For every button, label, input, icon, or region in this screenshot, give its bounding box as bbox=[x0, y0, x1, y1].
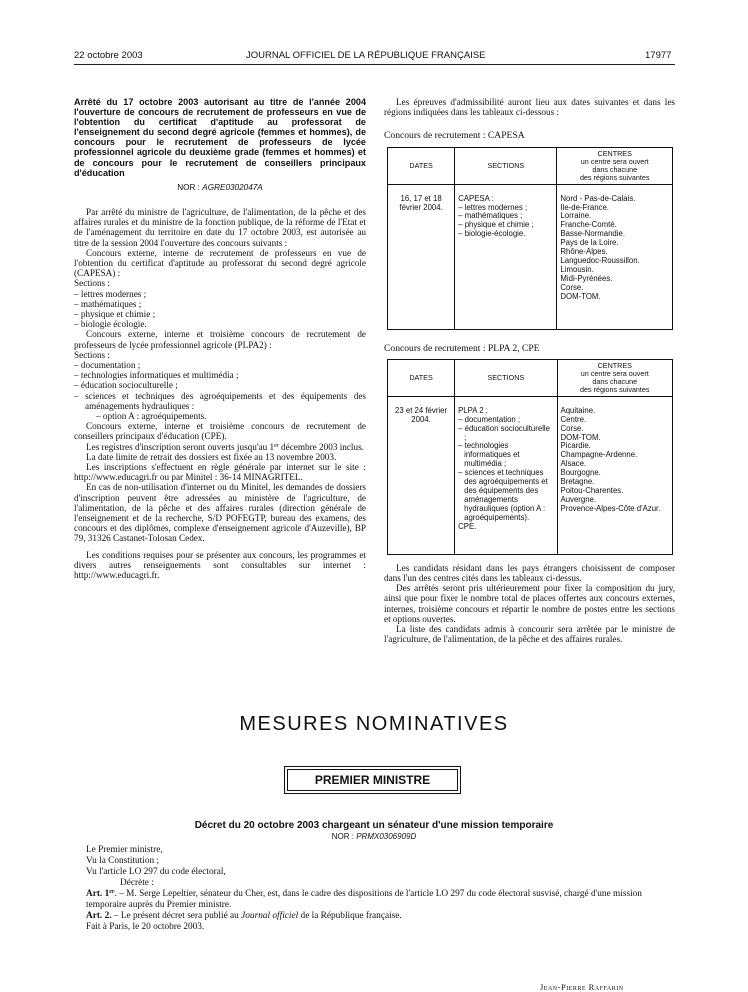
centre-item: Franche-Comté. bbox=[560, 220, 617, 230]
dates-cell bbox=[388, 184, 455, 329]
right-column bbox=[384, 97, 675, 644]
arrete-nor bbox=[74, 183, 366, 193]
sections-label: Sections : bbox=[74, 278, 110, 289]
dates-cell bbox=[388, 396, 455, 554]
header-rule bbox=[74, 64, 675, 65]
centre-item: Bretagne. bbox=[560, 477, 595, 487]
text: Art. 1 bbox=[86, 889, 110, 899]
plpa-table bbox=[387, 359, 673, 555]
list-item: – lettres modernes ; bbox=[74, 288, 147, 299]
text: . – M. Serge Lepeltier, sénateur du Cher, est, dans le cadre des dispositions de l'article LO 297 du code électoral susvisé, chargé d'une mission temporaire auprès du Premier ministre. bbox=[86, 889, 642, 910]
superscript: er bbox=[109, 889, 115, 895]
text: – Le présent décret sera publié au bbox=[111, 911, 242, 921]
sections-label: Sections : bbox=[74, 349, 110, 360]
section-item: – mathématiques ; bbox=[458, 211, 523, 221]
column-header: SECTIONS bbox=[455, 359, 557, 396]
section-item: – documentation ; bbox=[458, 414, 521, 424]
sections-head: CAPESA : bbox=[458, 193, 494, 203]
header-date: 22 octobre 2003 bbox=[74, 50, 143, 61]
centre-item: Languedoc-Roussillon. bbox=[560, 255, 640, 265]
section-heading: MESURES NOMINATIVES bbox=[239, 713, 509, 735]
article-1 bbox=[74, 889, 675, 911]
centre-item: Aquitaine. bbox=[560, 405, 596, 415]
paragraph: Les conditions requises pour se présenter aux concours, les programmes et divers autres renseignements sont consultables sur internet : http://www.educagri.fr. bbox=[74, 549, 366, 581]
ministry-label: PREMIER MINISTRE bbox=[287, 769, 458, 791]
section-item: – technologies informatiques et multimédia ; bbox=[458, 441, 520, 469]
capesa-table bbox=[387, 147, 673, 330]
sections-cell bbox=[455, 396, 557, 554]
centre-item: DOM-TOM. bbox=[560, 432, 601, 442]
centre-item: Lorraine. bbox=[560, 211, 592, 221]
arrete-title: Arrêté du 17 octobre 2003 autorisant au titre de l'année 2004 l'ouverture de concours de recrutement de professeurs en vue de l'obtention du certificat d'aptitude au professorat de l'enseignement du second degré agricole (femmes et hommes), de concours pour le recrutement de professeurs de lycée professionnel agricole du deuxième grade (femmes et hommes) et de concours pour le recrutement de conseillers principaux d'éducation bbox=[74, 97, 366, 178]
centre-item: Limousin. bbox=[560, 264, 594, 274]
paragraph: La liste des candidats admis à concourir sera arrêtée par le ministre de l'agriculture, de l'alimentation, de la pêche et des affaires rurales. bbox=[384, 624, 675, 645]
text: de la République française. bbox=[298, 911, 402, 921]
paragraph: Concours externe, interne et troisième concours de recrutement de professeurs de lycée professionnel agricole (PLPA2) : bbox=[74, 329, 366, 350]
centres-cell bbox=[557, 184, 673, 329]
page-number: 17977 bbox=[645, 50, 672, 61]
header-line: dans chacune bbox=[592, 376, 638, 386]
column-header: SECTIONS bbox=[455, 147, 557, 184]
centre-item: Corse. bbox=[560, 423, 584, 433]
decree-line: Vu la Constitution ; bbox=[86, 856, 160, 866]
list-item: – biologie écologie. bbox=[74, 319, 147, 330]
paragraph: En cas de non-utilisation d'internet ou du Minitel, les demandes de dossiers d'inscription peuvent être adressées au ministère de l'agriculture, de l'alimentation, de la pêche et des affaires rurales (direction générale de l'enseignement et de la recherche, S/D POFEGTP, bureau des examens, des concours et des diplômes, complexe d'enseignement agricole d'Auzeville), BP 79, 31326 Castanet-Tolosan Cedex. bbox=[74, 482, 366, 544]
text: décembre 2003 inclus. bbox=[278, 441, 364, 452]
nor-code: PRMX0306909D bbox=[356, 832, 417, 841]
centre-item: Picardie. bbox=[560, 441, 591, 451]
article-label: Art. 2. bbox=[86, 911, 112, 921]
date-line: février 2004. bbox=[399, 202, 443, 212]
sections-head: PLPA 2 : bbox=[458, 405, 488, 415]
decree-line: Le Premier ministre, bbox=[86, 845, 163, 855]
header-line: un centre sera ouvert bbox=[580, 368, 649, 378]
list-item: – éducation socioculturelle ; bbox=[74, 380, 178, 391]
paragraph bbox=[74, 442, 366, 452]
section-item: – sciences et techniques des agroéquipements et des équipements des aménagements hydrauliques (option A : agroéquipements). bbox=[458, 468, 548, 522]
ministry-box bbox=[284, 766, 461, 794]
table-caption: Concours de recrutement : CAPESA bbox=[384, 130, 525, 142]
paragraph: Les candidats résidant dans les pays étrangers choisissent de composer dans l'un des centres cités dans les tableaux ci-dessus. bbox=[384, 562, 675, 584]
paragraph: Les épreuves d'admissibilité auront lieu aux dates suivantes et dans les régions indiquées dans les tableaux ci-dessous : bbox=[384, 97, 675, 118]
centre-item: Midi-Pyrénées. bbox=[560, 273, 613, 283]
decree-line: Vu l'article LO 297 du code électoral, bbox=[86, 867, 226, 877]
done-at: Fait à Paris, le 20 octobre 2003. bbox=[86, 922, 205, 932]
header-line: des régions suivantes bbox=[579, 384, 650, 394]
column-header bbox=[557, 359, 672, 396]
table-caption: Concours de recrutement : PLPA 2, CPE bbox=[384, 342, 540, 354]
header-line: CENTRES bbox=[597, 360, 632, 370]
date-line: 23 et 24 février bbox=[395, 405, 448, 415]
centre-item: Nord - Pas-de-Calais. bbox=[560, 193, 636, 203]
column-header bbox=[557, 147, 673, 184]
centre-item: Auvergne. bbox=[560, 494, 597, 504]
nor-label: NOR : bbox=[177, 182, 200, 192]
centre-item: Bourgogne. bbox=[560, 468, 601, 478]
column-header: DATES bbox=[388, 359, 455, 396]
date-line: 16, 17 et 18 bbox=[400, 193, 442, 203]
centre-item: Basse-Normandie. bbox=[560, 229, 625, 239]
list-subitem: – option A : agroéquipements. bbox=[96, 411, 207, 422]
list-item: – sciences et techniques des agroéquipements et des équipements des aménagements hydrauliques : bbox=[74, 390, 366, 411]
signature: Jean-Pierre Raffarin bbox=[540, 982, 624, 992]
sections-cell bbox=[455, 184, 557, 329]
centre-item: Corse. bbox=[560, 282, 584, 292]
column-header: DATES bbox=[388, 147, 455, 184]
centre-item: Poitou-Charentes. bbox=[560, 485, 624, 495]
article-label bbox=[86, 889, 115, 899]
list-item: – documentation ; bbox=[74, 360, 141, 370]
paragraph: Les inscriptions s'effectuent en règle générale par internet sur le site : http://www.educagri.fr ou par Minitel : 36-14 MINAGRITEL. bbox=[74, 462, 366, 483]
superscript: er bbox=[274, 442, 279, 449]
list-item: – mathématiques ; bbox=[74, 298, 142, 309]
paragraph: Concours externe, interne de recrutement de professeurs en vue de l'obtention du certificat d'aptitude au professorat du second degré agricole (CAPESA) : bbox=[74, 247, 366, 279]
centre-item: Centre. bbox=[560, 414, 587, 424]
centre-item: Ile-de-France. bbox=[560, 202, 609, 212]
text-italic: Journal officiel bbox=[241, 911, 299, 921]
centre-item: Alsace. bbox=[560, 459, 587, 469]
date-line: 2004. bbox=[411, 414, 431, 424]
text: Les registres d'inscription seront ouverts jusqu'au 1 bbox=[86, 441, 275, 452]
article-2 bbox=[74, 911, 675, 922]
decree-body bbox=[74, 845, 675, 933]
section-item: – physique et chimie ; bbox=[458, 220, 534, 230]
journal-title: JOURNAL OFFICIEL DE LA RÉPUBLIQUE FRANÇAISE bbox=[246, 50, 486, 61]
section-item: – biologie-écologie. bbox=[458, 229, 526, 239]
header-line: CENTRES bbox=[597, 148, 632, 158]
paragraph: Concours externe, interne et troisième concours de recrutement de conseillers principaux d'éducation (CPE). bbox=[74, 421, 366, 442]
list-item: – physique et chimie ; bbox=[74, 308, 156, 319]
nor-label: NOR : bbox=[331, 832, 354, 841]
paragraph: Des arrêtés seront pris ultérieurement pour fixer la composition du jury, ainsi que pour fixer le nombre total de places offertes aux concours externes, internes, troisième concours et répartir le nombre de postes entre les sections et options ouvertes. bbox=[384, 583, 675, 624]
decree-title: Décret du 20 octobre 2003 chargeant un sénateur d'une mission temporaire bbox=[194, 820, 554, 831]
centre-item: DOM-TOM. bbox=[560, 291, 601, 301]
list-item: – technologies informatiques et multimédia ; bbox=[74, 370, 239, 381]
header-line: un centre sera ouvert bbox=[580, 156, 649, 166]
nor-code: AGRE0302047A bbox=[202, 182, 263, 192]
header-line: des régions suivantes bbox=[579, 172, 650, 182]
paragraph: La date limite de retrait des dossiers est fixée au 13 novembre 2003. bbox=[86, 451, 337, 462]
paragraph: Par arrêté du ministre de l'agriculture, de l'alimentation, de la pêche et des affaires rurales et du ministre de la fonction publique, de la réforme de l'Etat et de l'aménagement du territoire en date du 17 octobre 2003, est autorisée au titre de la session 2004 l'ouverture des concours suivants : bbox=[74, 206, 366, 248]
sections-tail: CPE. bbox=[458, 521, 477, 531]
centre-item: Pays de la Loire. bbox=[560, 238, 619, 248]
decrete-label: Décrète : bbox=[120, 878, 154, 888]
section-item: – lettres modernes ; bbox=[458, 202, 528, 212]
section-item: – éducation socioculturelle ; bbox=[458, 423, 550, 442]
centre-item: Rhône-Alpes. bbox=[560, 247, 608, 257]
centre-item: Provence-Alpes-Côte d'Azur. bbox=[560, 503, 661, 513]
centre-item: Champagne-Ardenne. bbox=[560, 450, 638, 460]
left-column bbox=[74, 97, 366, 580]
header-line: dans chacune bbox=[592, 164, 638, 174]
centres-cell bbox=[557, 396, 672, 554]
decree-nor bbox=[0, 832, 748, 841]
